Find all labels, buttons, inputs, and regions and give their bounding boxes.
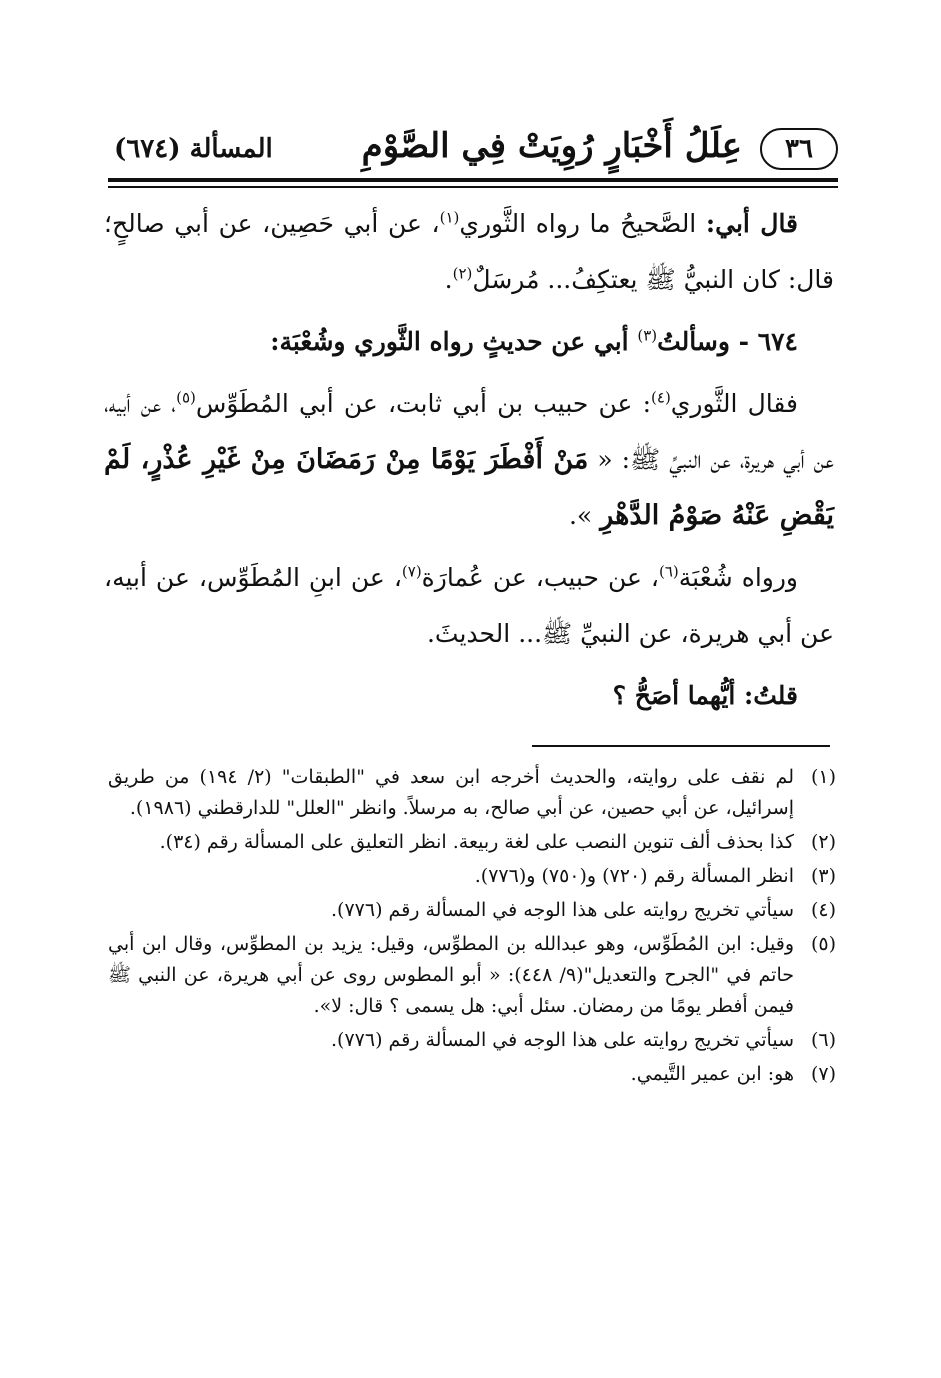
footnote-ref: (٣) bbox=[637, 326, 658, 345]
footnote-number: (٥) bbox=[810, 933, 836, 955]
footnote bbox=[108, 762, 836, 824]
text-segment: ، عن ابنِ المُطَوِّس، عن أبيه، عن أبي هريرة، عن النبيِّ ﷺ... الحديثَ. bbox=[104, 563, 834, 648]
speaker-label: قلتُ: bbox=[743, 681, 798, 710]
paragraph-5 bbox=[104, 668, 834, 724]
page-number: ٣٦ bbox=[785, 134, 813, 164]
speaker-label: قال أبي: bbox=[705, 209, 799, 238]
footnote-separator bbox=[532, 745, 830, 747]
footnote-text: لم نقف على روايته، والحديث أخرجه ابن سعد في "الطبقات" (٢/ ١٩٤) من طريق إسرائيل، عن أبي حصين، عن أبي صالح، به مرسلاً. وانظر "العلل" للدارقطني (١٩٨٦). bbox=[108, 766, 794, 819]
text-segment: أيُّهما أصَحُّ ؟ bbox=[612, 681, 744, 710]
footnote bbox=[108, 929, 836, 1022]
text-segment: الصَّحيحُ ما رواه الثَّوري bbox=[459, 209, 706, 238]
paragraph-3 bbox=[104, 376, 834, 544]
footnote-ref: (٧) bbox=[401, 562, 422, 581]
footnote-number: (٢) bbox=[810, 831, 836, 853]
book-title: عِلَلُ أَخْبَارٍ رُوِيَتْ فِي الصَّوْمِ bbox=[361, 126, 742, 166]
text-segment: : عن حبيب بن أبي ثابت، عن أبي المُطَوِّس bbox=[195, 389, 652, 418]
text-segment: ، عن أبيه، عن أبي هريرة، عن النبيِّ ﷺ: « bbox=[104, 389, 834, 474]
issue-label: المسألة (٦٧٤) bbox=[114, 134, 273, 164]
footnote-number: (١) bbox=[810, 766, 836, 788]
text-segment: ». bbox=[568, 501, 601, 530]
paragraph-1 bbox=[104, 196, 834, 308]
text-segment: فقال الثَّوري bbox=[670, 389, 798, 418]
issue-number: ٦٧٤ - وسألتُ bbox=[657, 327, 798, 356]
text-segment: ، عن أبي حَصِين، عن أبي صالحٍ؛ قال: كان النبيُّ ﷺ يعتكِفُ... مُرسَلٌ bbox=[104, 209, 834, 294]
footnote bbox=[108, 827, 836, 858]
paragraph-2 bbox=[104, 314, 834, 370]
footnote-text: هو: ابن عمير التَّيمي. bbox=[630, 1063, 794, 1085]
footnote-number: (٤) bbox=[810, 899, 836, 921]
text-segment: ورواه شُعْبَة bbox=[678, 563, 799, 592]
text-segment: أبي عن حديثٍ رواه الثَّوري وشُعْبَة: bbox=[270, 327, 638, 356]
main-text bbox=[104, 196, 834, 724]
footnote bbox=[108, 895, 836, 926]
footnote bbox=[108, 1025, 836, 1056]
page-number-badge bbox=[760, 128, 838, 170]
footnotes bbox=[108, 762, 836, 1093]
footnote-text: انظر المسألة رقم (٧٢٠) و(٧٥٠) و(٧٧٦). bbox=[474, 865, 794, 887]
footnote-ref: (٢) bbox=[452, 264, 473, 283]
footnote-number: (٦) bbox=[810, 1029, 836, 1051]
header-rule-thin bbox=[108, 186, 838, 188]
footnote-text: كذا بحذف ألف تنوين النصب على لغة ربيعة. انظر التعليق على المسألة رقم (٣٤). bbox=[159, 831, 794, 853]
footnote bbox=[108, 1059, 836, 1090]
footnote-ref: (٥) bbox=[176, 388, 196, 407]
text-segment: . bbox=[444, 265, 453, 294]
header-rule-thick bbox=[108, 178, 838, 182]
footnote-ref: (٦) bbox=[659, 562, 679, 581]
footnote-number: (٧) bbox=[810, 1063, 836, 1085]
footnote-text: سيأتي تخريج روايته على هذا الوجه في المسألة رقم (٧٧٦). bbox=[331, 899, 794, 921]
footnote-ref: (٤) bbox=[651, 388, 671, 407]
paragraph-4 bbox=[104, 550, 834, 662]
footnote-ref: (١) bbox=[439, 208, 460, 227]
hadith-text: مَنْ أَفْطَرَ يَوْمًا مِنْ رَمَضَانَ مِنْ غَيْرِ عُذْرٍ، لَمْ يَقْضِ عَنْهُ صَوْمُ الدَّهْرِ bbox=[104, 444, 834, 531]
footnote bbox=[108, 861, 836, 892]
footnote-number: (٣) bbox=[810, 865, 836, 887]
text-segment: ، عن حبيب، عن عُمارَة bbox=[421, 563, 659, 592]
footnote-text: سيأتي تخريج روايته على هذا الوجه في المسألة رقم (٧٧٦). bbox=[331, 1029, 794, 1051]
footnote-text: وقيل: ابن المُطَوِّس، وهو عبدالله بن المطوِّس، وقيل: يزيد بن المطوِّس، وقال ابن أبي حاتم في "الجرح والتعديل"(٩/ ٤٤٨): « أبو المطوس روى عن أبي هريرة، عن النبي ﷺ فيمن أفطر يومًا من رمضان. سئل أبي: هل يسمى ؟ قال: لا». bbox=[108, 933, 794, 1017]
